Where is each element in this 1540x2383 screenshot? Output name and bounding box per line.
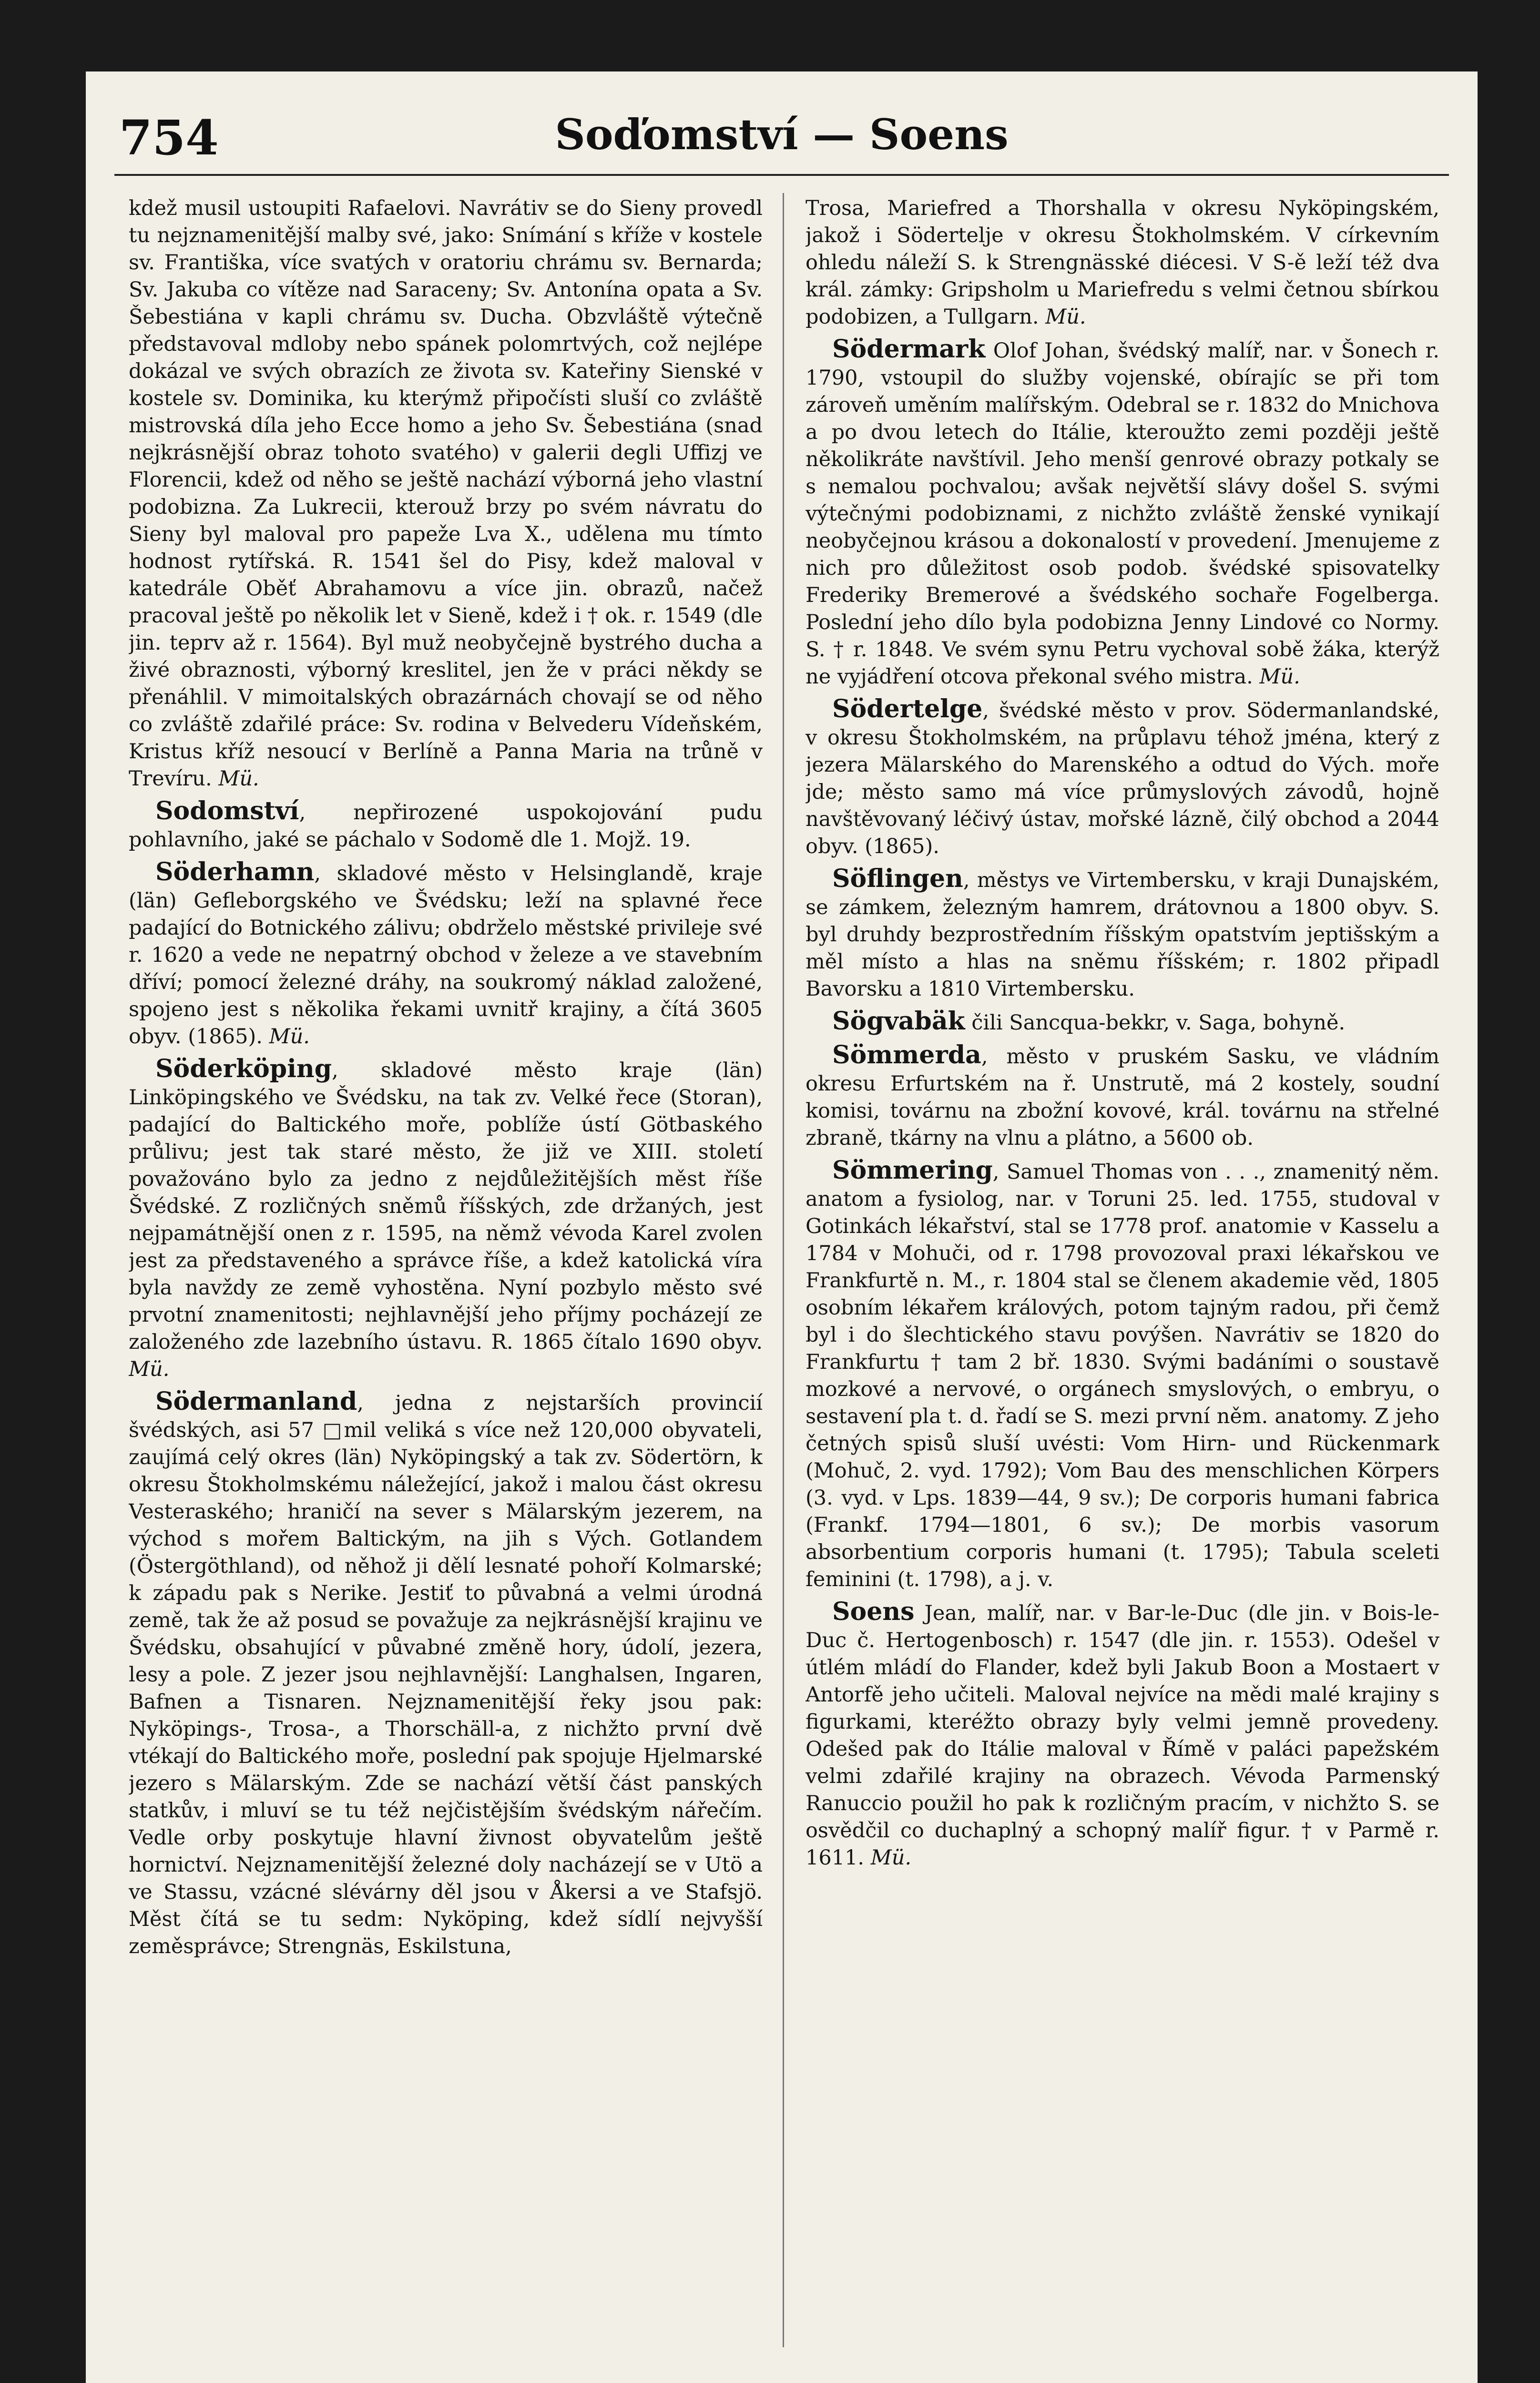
entry-signature: Mü.	[870, 1846, 912, 1870]
entry	[129, 1388, 763, 1960]
page-header	[119, 100, 1444, 172]
entry-text: , nepřirozené uspokojování pudu pohlavního, jaké se páchalo v Sodomě dle 1. Mojž. 19.	[129, 801, 763, 852]
running-head: Soďomství — Soens	[555, 110, 1009, 159]
entry-headword: Sodomství	[155, 796, 299, 825]
entry-text: , město v pruském Sasku, ve vládním okresu Erfurtském na ř. Unstrutě, má 2 kostely, soudní komisi, továrnu na zbožní kovové, král. továrnu na střelné zbraně, tkárny na vlnu a plátno, a 5600 ob.	[806, 1045, 1439, 1150]
entry-text: kdež musil ustoupiti Rafaelovi. Navrátiv se do Sieny provedl tu nejznamenitější malby své, jako: Snímání s kříže v kostele sv. Františka, více svatých v oratoriu chrámu sv. Bernarda; Sv. Jakuba co vítěze nad Saraceny; Sv. Antonína opata a Sv. Šebestiána v kapli chrámu sv. Ducha. Obzvláště výtečně představoval mdloby nebo spánek polomrtvých, což nejlépe dokázal ve svých obrazích ze života sv. Kateřiny Sienské v kostele sv. Dominika, ku kterýmž připočísti sluší co zvláště mistrovská díla jeho Ecce homo a jeho Sv. Šebestiána (snad nejkrásnější obraz tohoto svatého) v galerii degli Uffizj ve Florencii, kdež od něho se ještě nachází výborná jeho vlastní podobizna. Za Lukrecii, kterouž brzy po svém návratu do Sieny byl maloval pro papeže Lva X., udělena mu tímto hodnost rytířská. R. 1541 šel do Pisy, kdež maloval v katedrále Oběť Abrahamovu a více jin. obrazů, načež pracoval ještě po několik let v Sieně, kdež i † ok. r. 1549 (dle jin. teprv až r. 1564). Byl muž neobyčejně bystrého ducha a živé obraznosti, výborný kreslitel, jen že v práci někdy se přenáhlil. V mimoitalských obrazárnách chovají se od něho co zvláště zdařilé práce: Sv. rodina v Belvederu Vídeňském, Kristus kříž nesoucí v Berlíně a Panna Maria na trůně v Trevíru.	[129, 196, 763, 791]
entry-text: , švédské město v prov. Södermanlandské, v okresu Štokholmském, na průplavu téhož jména, který z jezera Mälarského do Marenského a odtud do Vých. moře jde; město samo má více průmyslových závodů, hojně navštěvovaný léčivý ústav, mořské lázně, čilý obchod a 2044 obyv. (1865).	[806, 699, 1439, 858]
entry-text: Trosa, Mariefred a Thorshalla v okresu Nyköpingském, jakož i Södertelje v okresu Štokholmském. V církevním ohledu náleží S. k Strengnässké diécesi. V S-ě leží též dva král. zámky: Gripsholm u Mariefredu s velmi četnou sbírkou podobizen, a Tullgarn.	[806, 196, 1439, 329]
dictionary-page	[86, 71, 1478, 2383]
entry-headword: Södermark	[832, 335, 986, 364]
entry	[806, 336, 1439, 691]
entry-headword: Söflingen	[832, 864, 963, 893]
entry-headword: Södertelge	[832, 694, 983, 723]
left-column	[129, 193, 763, 2383]
entry-text: , jedna z nejstarších provincií švédských, asi 57 □mil veliká s více než 120,000 obyvateli, zaujímá celý okres (län) Nyköpingský a tak zv. Södertörn, k okresu Štokholmskému náležející, jakož i malou část okresu Vesteraského; hraničí na sever s Mälarským jezerem, na východ s mořem Baltickým, na jih s Vých. Gotlandem (Östergöthland), od něhož ji dělí lesnaté pohoří Kolmarské; k západu pak s Nerike. Jestiť to půvabná a velmi úrodná země, tak že až posud se považuje za nejkrásnější krajinu ve Švédsku, obsahující v půvabné změně hory, údolí, jezera, lesy a pole. Z jezer jsou nejhlavnější: Langhalsen, Ingaren, Bafnen a Tisnaren. Nejznamenitější řeky jsou pak: Nyköpings-, Trosa-, a Thorschäll-a, z nichžto první dvě vtékají do Baltického moře, poslední pak spojuje Hjelmarské jezero s Mälarským. Zde se nachází větší část panských statkův, i mluví se tu též nejčistějším švédským nářečím. Vedle orby poskytuje hlavní živnost obyvatelům ještě hornictví. Nejznamenitější železné doly nacházejí se v Utö a ve Stassu, vzácné slévárny děl jsou v Åkersi a ve Stafsjö. Měst čítá se tu sedm: Nyköping, kdež sídlí nejvyšší zeměsprávce; Strengnäs, Eskilstuna,	[129, 1391, 763, 1958]
entry	[806, 1041, 1439, 1152]
entry	[806, 1598, 1439, 1872]
entry-headword: Söderköping	[155, 1054, 332, 1083]
entry	[129, 797, 763, 854]
header-rule	[114, 174, 1449, 176]
entry-text: Olof Johan, švédský malíř, nar. v Šonech r. 1790, vstoupil do služby vojenské, obírajíc se při tom zároveň uměním malířským. Odebral se r. 1832 do Mnichova a po dvou letech do Itálie, kteroužto zemi později ještě několikráte navštívil. Jeho menší genrové obrazy potkaly se s nemalou pochvalou; avšak největší slávy došel S. svými výtečnými podobiznami, z nichžto zvláště ženské vynikají neobyčejnou krásou a dokonalostí v provedení. Jmenujeme z nich pro důležitost osob podob. švédské spisovatelky Frederiky Bremerové a švédského sochaře Fogelberga. Poslední jeho dílo byla podobizna Jenny Lindové co Normy. S. † r. 1848. Ve svém synu Petru vychoval sobě žáka, kterýž ne vyjádření otcova překonal svého mistra.	[806, 339, 1439, 689]
entry-signature: Mü.	[1045, 305, 1086, 329]
entry	[806, 1157, 1439, 1593]
page-number: 754	[119, 110, 219, 166]
entry	[806, 1008, 1439, 1037]
entry-text: , městys ve Virtembersku, v kraji Dunajském, se zámkem, železným hamrem, drátovnou a 1800 obyv. S. byl druhdy bezprostředním říšským opatstvím jeptišským a měl místo a hlas na sněmu říšském; r. 1802 připadl Bavorsku a 1810 Virtembersku.	[806, 868, 1439, 1001]
entry-signature: Mü.	[269, 1025, 310, 1049]
column-divider	[783, 193, 784, 2347]
entry	[806, 193, 1439, 331]
entry-text: , Samuel Thomas von . . ., znamenitý něm. anatom a fysiolog, nar. v Toruni 25. led. 1755, studoval v Gotinkách lékařství, stal se 1778 prof. anatomie v Kasselu a 1784 v Mohuči, od r. 1798 provozoval praxi lékařskou ve Frankfurtě n. M., r. 1804 stal se členem akademie věd, 1805 osobním lékařem králových, potom tajným radou, při čemž byl i do šlechtického stavu povýšen. Navrátiv se 1820 do Frankfurtu † tam 2 bř. 1830. Svými badáními o soustavě mozkové a nervové, o orgánech smyslových, o embryu, o sestavení pla t. d. řadí se S. mezi první něm. anatomy. Z jeho četných spisů sluší uvésti: Vom Hirn- und Rückenmark (Mohuč, 2. vyd. 1792); Vom Bau des menschlichen Körpers (3. vyd. v Lps. 1839—44, 9 sv.); De corporis humani fabrica (Frankf. 1794—1801, 6 sv.); De morbis vasorum absorbentium corporis humani (t. 1795); Tabula sceleti feminini (t. 1798), a j. v.	[806, 1160, 1439, 1591]
entry-signature: Mü.	[1259, 665, 1300, 689]
entry-text: Jean, malíř, nar. v Bar-le-Duc (dle jin. v Bois-le-Duc č. Hertogenbosch) r. 1547 (dle jin. r. 1553). Odešel v útlém mládí do Flander, kdež byli Jakub Boon a Mostaert v Antorfě jeho učiteli. Maloval nejvíce na mědi malé krajiny s figurkami, kteréžto obrazy byly velmi jemně provedeny. Odešed pak do Itálie maloval v Římě v paláci papežském velmi zdařilé krajiny na obrazech. Vévoda Parmenský Ranuccio použil ho pak k rozličným pracím, v nichžto S. se osvědčil co duchaplný a schopný malíř figur. † v Parmě r. 1611.	[806, 1601, 1439, 1870]
entry	[129, 1055, 763, 1383]
entry-headword: Södermanland	[155, 1387, 357, 1416]
entry-text: , skladové město v Helsinglandě, kraje (län) Gefleborgského ve Švédsku; leží na splavné řece padající do Botnického zálivu; obdrželo městské privileje své r. 1620 a vede ne nepatrný obchod v železe a ve stavebním dříví; pomocí železné dráhy, na soukromý náklad založené, spojeno jest s několika řekami uvnitř krajiny, a čítá 3605 obyv. (1865).	[129, 862, 763, 1049]
entry-headword: Sömmering	[832, 1156, 993, 1185]
entry	[806, 695, 1439, 860]
entry	[129, 193, 763, 793]
entry-signature: Mü.	[218, 767, 259, 791]
entry-signature: Mü.	[129, 1357, 170, 1381]
entry	[129, 858, 763, 1050]
entry-headword: Sögvabäk	[832, 1007, 965, 1036]
entry-text: , skladové město kraje (län) Linköpingského ve Švédsku, na tak zv. Velké řece (Storan), padající do Baltického moře, poblíže ústí Götbaského průlivu; jest tak staré město, že již ve XIII. století považováno bylo za jedno z nejdůležitějších měst říše Švédské. Z rozličných sněmů říšských, zde držaných, jest nejpamátnější onen z r. 1595, na němž vévoda Karel zvolen jest za představeného a správce říše, a kdež katolická víra byla navždy ze země vyhostěna. Nyní pozbylo město své prvotní znamenitosti; nejhlavnější jeho příjmy pocházejí ze založeného zde lazebního ústavu. R. 1865 čítalo 1690 obyv.	[129, 1059, 763, 1354]
entry-text: čili Sancqua-bekkr, v. Saga, bohyně.	[965, 1011, 1346, 1035]
entry-headword: Soens	[832, 1597, 915, 1626]
right-column	[806, 193, 1439, 2383]
entry	[806, 865, 1439, 1003]
entry-headword: Sömmerda	[832, 1040, 981, 1069]
entry-headword: Söderhamn	[155, 857, 315, 886]
